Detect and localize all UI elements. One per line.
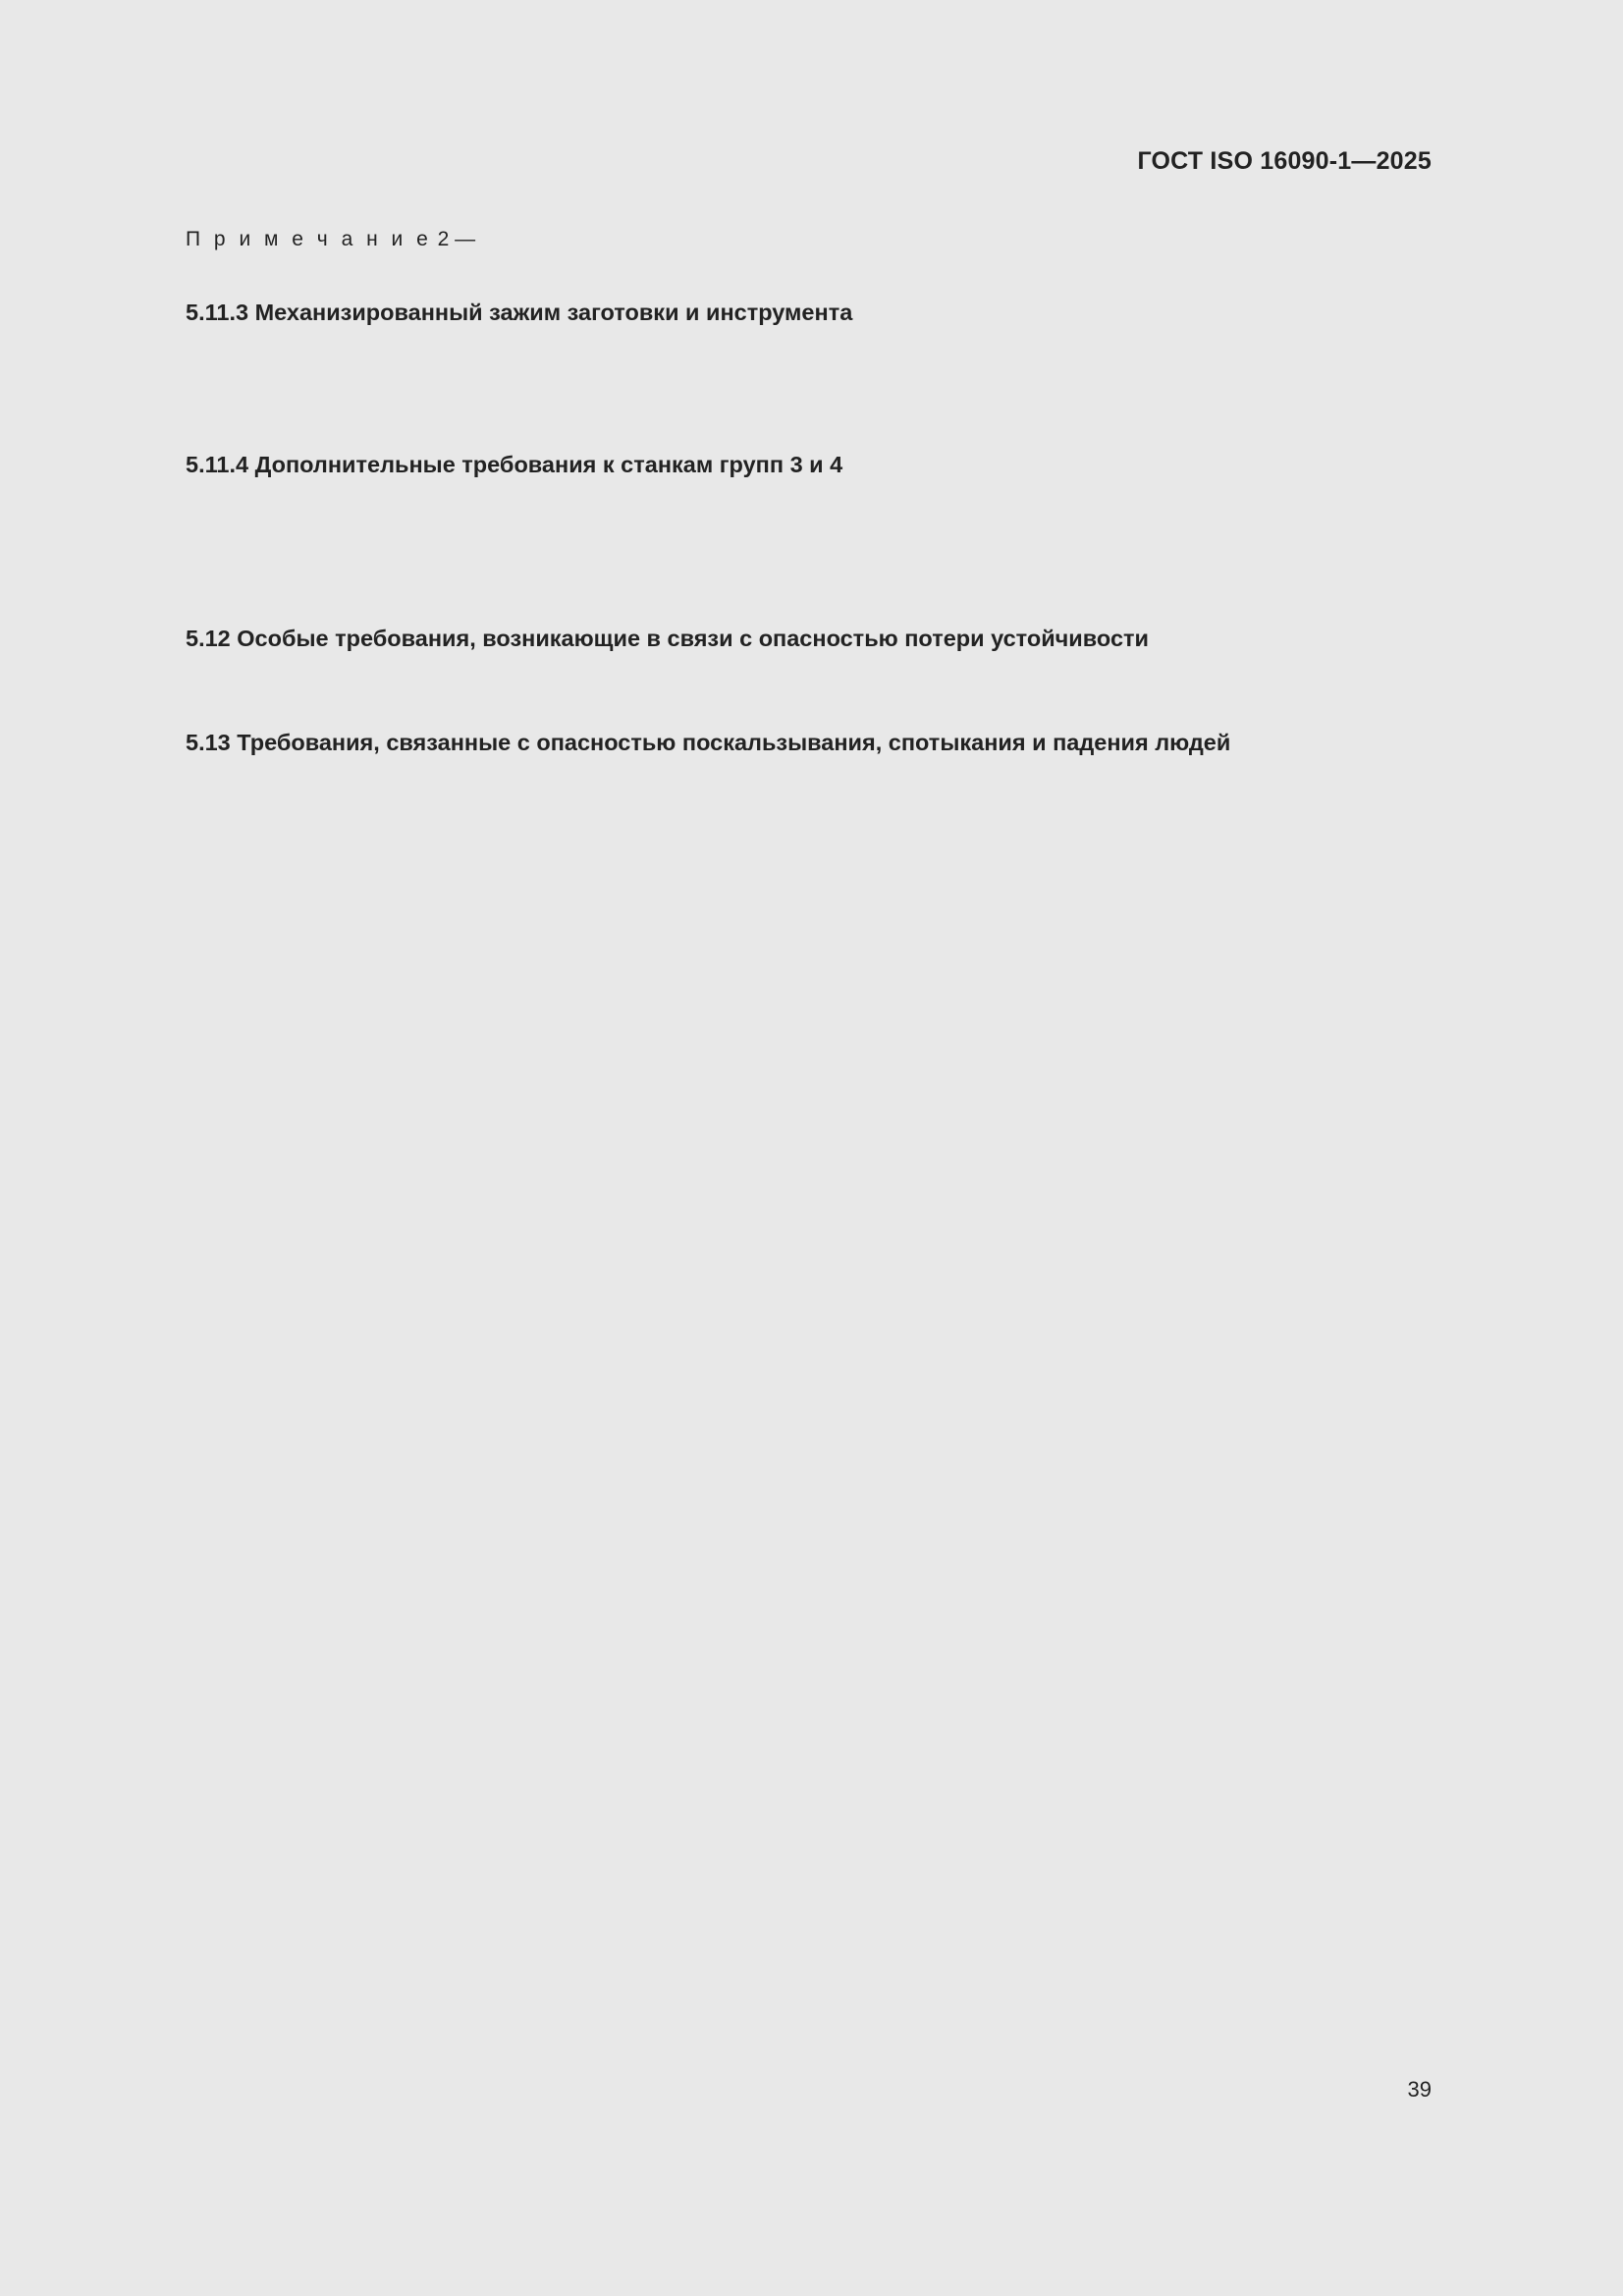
page-number: 39 (1407, 2077, 1432, 2102)
paragraph-viewing-panels (115, 267, 1431, 298)
section-5-12-title: 5.12 Особые требования, возникающие в связи с опасностью потери устойчивости (186, 626, 1149, 651)
document-header: ГОСТ ISO 16090-1—2025 (1137, 147, 1432, 175)
item-5-11-3-d (115, 419, 1431, 450)
list-item-5-11-4-2 (115, 541, 1431, 572)
section-5-11-4-title: 5.11.4 Дополнительные требования к станкам групп 3 и 4 (186, 452, 843, 477)
item-5-11-3-a (115, 328, 1431, 358)
note-number: 2 — (437, 228, 476, 250)
note-2 (115, 226, 1431, 253)
section-5-11-3-title: 5.11.3 Механизированный зажим заготовки и инструмента (186, 300, 853, 325)
paragraph-5-12-body (115, 676, 1431, 706)
section-5-13-title: 5.13 Требования, связанные с опасностью поскальзывания, спотыкания и падения людей (186, 730, 1231, 755)
item-5-13-a (115, 780, 1431, 810)
list-item-5-11-4-1 (115, 511, 1431, 541)
paragraph-5-11-4-intro (115, 480, 1431, 511)
note-label: П р и м е ч а н и е (186, 228, 432, 250)
page-content (115, 226, 1431, 841)
item-5-11-3-c (115, 389, 1431, 419)
item-5-11-3-b (115, 358, 1431, 389)
item-5-13-b (115, 810, 1431, 841)
list-item-5-11-4-3 (115, 572, 1431, 602)
